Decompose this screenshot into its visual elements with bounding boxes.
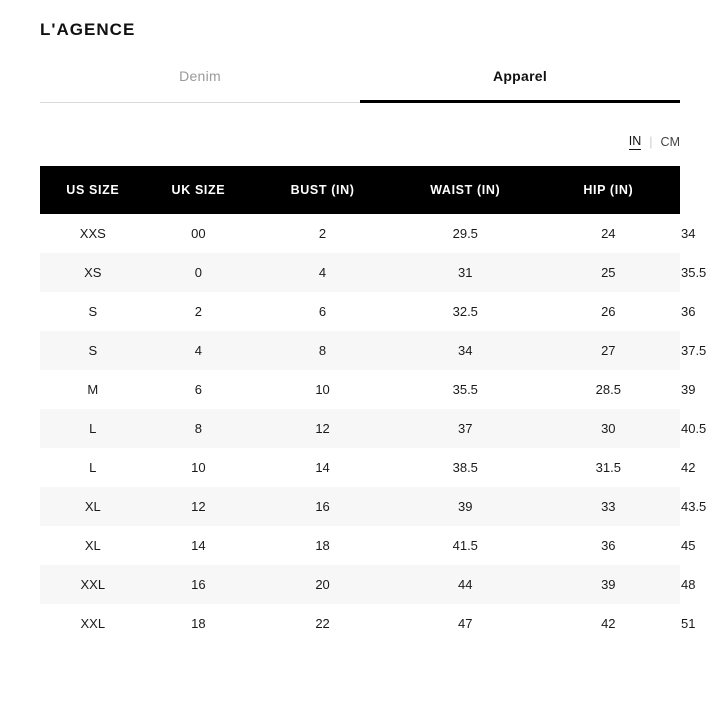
cell-us-number: 2 — [146, 292, 252, 331]
cell-us-size: XXS — [40, 214, 146, 253]
cell-us-size: XS — [40, 253, 146, 292]
table-row — [40, 604, 680, 643]
cell-waist: 36 — [537, 526, 680, 565]
tab-denim[interactable]: Denim — [40, 68, 360, 103]
cell-uk-size: 22 — [251, 604, 394, 643]
cell-us-size: XXL — [40, 565, 146, 604]
cell-bust: 39 — [394, 487, 537, 526]
cell-uk-size: 18 — [251, 526, 394, 565]
cell-bust: 47 — [394, 604, 537, 643]
cell-us-size: XXL — [40, 604, 146, 643]
column-header-hip: HIP (IN) — [537, 166, 680, 214]
table-header — [40, 166, 680, 214]
cell-uk-size: 6 — [251, 292, 394, 331]
column-header-us-size: US SIZE — [40, 166, 146, 214]
cell-waist: 31.5 — [537, 448, 680, 487]
cell-us-size: M — [40, 370, 146, 409]
cell-bust: 44 — [394, 565, 537, 604]
table-row — [40, 565, 680, 604]
cell-waist: 39 — [537, 565, 680, 604]
cell-bust: 35.5 — [394, 370, 537, 409]
column-header-bust: BUST (IN) — [251, 166, 394, 214]
table-row — [40, 292, 680, 331]
cell-us-number: 10 — [146, 448, 252, 487]
table-row — [40, 253, 680, 292]
cell-us-number: 16 — [146, 565, 252, 604]
cell-uk-size: 16 — [251, 487, 394, 526]
cell-us-number: 0 — [146, 253, 252, 292]
column-header-waist: WAIST (IN) — [394, 166, 537, 214]
cell-us-size: S — [40, 331, 146, 370]
cell-uk-size: 14 — [251, 448, 394, 487]
cell-waist: 25 — [537, 253, 680, 292]
cell-waist: 30 — [537, 409, 680, 448]
table-row — [40, 526, 680, 565]
cell-bust: 31 — [394, 253, 537, 292]
cell-bust: 38.5 — [394, 448, 537, 487]
table-row — [40, 448, 680, 487]
cell-waist: 28.5 — [537, 370, 680, 409]
unit-toggle — [629, 134, 680, 150]
tab-apparel[interactable]: Apparel — [360, 68, 680, 103]
cell-us-size: XL — [40, 526, 146, 565]
cell-uk-size: 4 — [251, 253, 394, 292]
size-chart-tabs — [40, 68, 680, 103]
cell-bust: 41.5 — [394, 526, 537, 565]
cell-us-size: L — [40, 409, 146, 448]
table-body — [40, 214, 707, 643]
cell-waist: 42 — [537, 604, 680, 643]
cell-waist: 24 — [537, 214, 680, 253]
cell-us-number: 6 — [146, 370, 252, 409]
cell-us-size: L — [40, 448, 146, 487]
cell-us-number: 4 — [146, 331, 252, 370]
table-row — [40, 487, 680, 526]
table-row — [40, 409, 680, 448]
column-header-uk-size: UK SIZE — [146, 166, 252, 214]
cell-bust: 34 — [394, 331, 537, 370]
cell-bust: 37 — [394, 409, 537, 448]
cell-us-number: 18 — [146, 604, 252, 643]
table-row — [40, 370, 680, 409]
cell-uk-size: 8 — [251, 331, 394, 370]
cell-us-size: XL — [40, 487, 146, 526]
cell-bust: 29.5 — [394, 214, 537, 253]
cell-us-size: S — [40, 292, 146, 331]
cell-uk-size: 12 — [251, 409, 394, 448]
cell-us-number: 00 — [146, 214, 252, 253]
cell-us-number: 12 — [146, 487, 252, 526]
size-chart-table — [40, 166, 707, 643]
cell-us-number: 14 — [146, 526, 252, 565]
cell-uk-size: 2 — [251, 214, 394, 253]
cell-uk-size: 20 — [251, 565, 394, 604]
cell-waist: 26 — [537, 292, 680, 331]
cell-bust: 32.5 — [394, 292, 537, 331]
table-row — [40, 331, 680, 370]
cell-waist: 33 — [537, 487, 680, 526]
unit-inches-button[interactable]: IN — [628, 134, 642, 148]
cell-waist: 27 — [537, 331, 680, 370]
cell-us-number: 8 — [146, 409, 252, 448]
brand-title: L'AGENCE — [40, 20, 136, 39]
unit-cm-button[interactable]: CM — [660, 134, 680, 149]
unit-separator: | — [649, 135, 653, 149]
cell-uk-size: 10 — [251, 370, 394, 409]
table-header-row — [40, 166, 680, 214]
table-row — [40, 214, 680, 253]
